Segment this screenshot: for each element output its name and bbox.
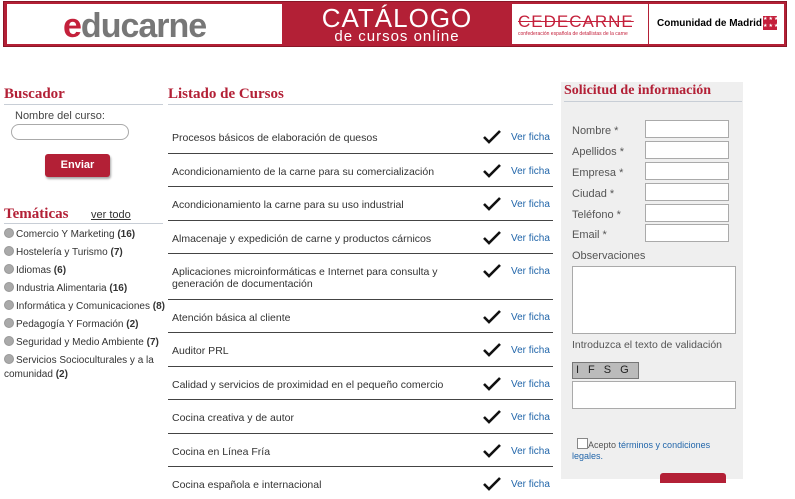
phone-label: Teléfono * [572, 209, 621, 221]
course-row [168, 367, 553, 400]
logo-wordmark: educarne [63, 7, 207, 45]
bullet-icon [4, 354, 14, 364]
name-label: Nombre * [572, 125, 619, 137]
phone-field[interactable] [645, 204, 729, 222]
bullet-icon [4, 282, 14, 292]
topic-item[interactable]: Hostelería y Turismo (7) [4, 246, 166, 264]
check-icon [483, 477, 501, 491]
terms-link[interactable]: términos y condiciones legales. [572, 440, 711, 461]
course-name: Almacenaje y expedición de carne y productos cárnicos [172, 233, 432, 245]
cedecarne-subtitle: confederación española de detallistas de la carne [518, 31, 628, 37]
course-row [168, 221, 553, 254]
course-row [168, 254, 553, 300]
bullet-icon [4, 228, 14, 238]
view-course-link[interactable]: Ver ficha [511, 233, 550, 244]
email-field[interactable] [645, 224, 729, 242]
view-course-link[interactable]: Ver ficha [511, 479, 550, 490]
search-title: Buscador [4, 86, 163, 105]
view-course-link[interactable]: Ver ficha [511, 132, 550, 143]
topic-item[interactable]: Idiomas (6) [4, 264, 166, 282]
bullet-icon [4, 264, 14, 274]
bullet-icon [4, 336, 14, 346]
check-icon [483, 264, 501, 278]
course-row [168, 467, 553, 499]
check-icon [483, 310, 501, 324]
educarne-logo[interactable] [7, 4, 282, 44]
course-row [168, 434, 553, 467]
check-icon [483, 343, 501, 357]
course-list [168, 121, 553, 499]
captcha-input[interactable] [572, 381, 736, 409]
header-banner [3, 1, 787, 47]
course-name: Cocina española e internacional [172, 479, 322, 491]
view-course-link[interactable]: Ver ficha [511, 379, 550, 390]
course-row [168, 121, 553, 154]
view-course-link[interactable]: Ver ficha [511, 345, 550, 356]
accept-terms-text: Acepto términos y condiciones legales. [572, 440, 711, 461]
madrid-stars-icon: ★★★ ★★★ [763, 16, 780, 29]
check-icon [483, 197, 501, 211]
view-course-link[interactable]: Ver ficha [511, 446, 550, 457]
bullet-icon [4, 300, 14, 310]
check-icon [483, 444, 501, 458]
cedecarne-logo[interactable] [512, 4, 648, 44]
course-name: Calidad y servicios de proximidad en el pequeño comercio [172, 379, 444, 391]
course-row [168, 333, 553, 367]
course-name: Aplicaciones microinformáticas e Internet para consulta y generación de documentación [172, 266, 438, 290]
topic-list [4, 228, 166, 386]
course-row [168, 300, 553, 333]
check-icon [483, 164, 501, 178]
course-row [168, 187, 553, 221]
course-name: Procesos básicos de elaboración de quesos [172, 132, 378, 144]
course-name-input[interactable] [11, 124, 129, 140]
name-field[interactable] [645, 120, 729, 138]
captcha-image: IFSG [572, 362, 639, 379]
catalog-subtitle: de cursos online [334, 28, 460, 45]
bullet-icon [4, 246, 14, 256]
view-course-link[interactable]: Ver ficha [511, 312, 550, 323]
company-field[interactable] [645, 162, 729, 180]
check-icon [483, 377, 501, 391]
course-name: Acondicionamiento de la carne para su comercialización [172, 166, 435, 178]
topics-title: Temáticas [4, 206, 163, 224]
course-name: Cocina en Línea Fría [172, 446, 271, 458]
course-name: Acondicionamiento la carne para su uso industrial [172, 199, 404, 211]
check-icon [483, 410, 501, 424]
cedecarne-name: CEDECARNE [518, 12, 634, 31]
notes-textarea[interactable] [572, 266, 736, 334]
course-name: Auditor PRL [172, 345, 229, 357]
region-name: Comunidad de Madrid [657, 18, 762, 29]
view-course-link[interactable]: Ver ficha [511, 199, 550, 210]
course-name: Cocina creativa y de autor [172, 412, 294, 424]
topic-item[interactable]: Seguridad y Medio Ambiente (7) [4, 336, 166, 354]
surname-field[interactable] [645, 141, 729, 159]
check-icon [483, 231, 501, 245]
email-label: Email * [572, 229, 607, 241]
request-submit-button[interactable] [660, 473, 726, 483]
request-form-title: Solicitud de información [564, 83, 742, 102]
comunidad-madrid-logo[interactable] [649, 4, 784, 44]
catalog-title: CATÁLOGO [321, 3, 473, 33]
course-row [168, 400, 553, 434]
topic-item[interactable]: Industria Alimentaria (16) [4, 282, 166, 300]
course-name: Atención básica al cliente [172, 312, 291, 324]
check-icon [483, 130, 501, 144]
course-row [168, 154, 553, 187]
course-name-label: Nombre del curso: [15, 110, 105, 122]
city-field[interactable] [645, 183, 729, 201]
courses-title: Listado de Cursos [168, 86, 553, 105]
notes-label: Observaciones [572, 250, 646, 262]
surname-label: Apellidos * [572, 146, 624, 158]
topic-item[interactable]: Servicios Socioculturales y a la comunidad (2) [4, 355, 154, 380]
topic-item[interactable]: Informática y Comunicaciones (8) [4, 300, 166, 318]
view-course-link[interactable]: Ver ficha [511, 166, 550, 177]
city-label: Ciudad * [572, 188, 615, 200]
captcha-label: Introduzca el texto de validación [572, 339, 723, 351]
bullet-icon [4, 318, 14, 328]
topic-item[interactable]: Pedagogía Y Formación (2) [4, 318, 166, 336]
view-all-link[interactable]: ver todo [91, 209, 131, 221]
search-submit-button[interactable]: Enviar [45, 154, 110, 177]
view-course-link[interactable]: Ver ficha [511, 266, 550, 277]
topic-item[interactable]: Comercio Y Marketing (16) [4, 228, 166, 246]
company-label: Empresa * [572, 167, 624, 179]
view-course-link[interactable]: Ver ficha [511, 412, 550, 423]
